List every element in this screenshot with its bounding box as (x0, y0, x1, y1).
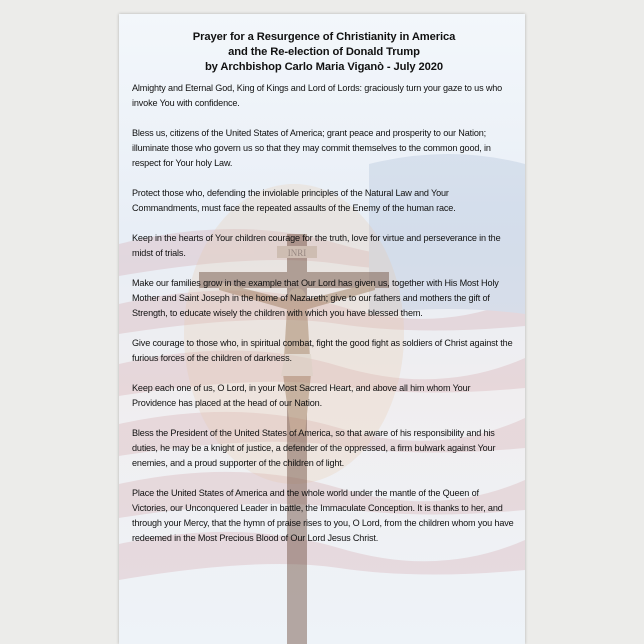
inri-inscription: INRI (287, 248, 307, 258)
title-line: and the Re-election of Donald Trump (228, 46, 420, 58)
prayer-paragraph: Keep each one of us, O Lord, in your Most Sacred Heart, and above all him whom Your Providence has placed at the head of our Nation. (132, 383, 471, 408)
prayer-content (132, 30, 516, 561)
title-line: by Archbishop Carlo Maria Viganò - July 2020 (204, 61, 444, 73)
prayer-paragraph: Make our families grow in the example that Our Lord has given us, together with His Most Holy Mother and Saint Joseph in the home of Nazareth; give to our fathers and mothers the gift of Strength, to educate wisely the children with which you have blessed them. (132, 278, 499, 318)
flyer-sheet (119, 14, 525, 644)
prayer-paragraph: Give courage to those who, in spiritual combat, fight the good fight as soldiers of Christ against the furious forces of the children of darkness. (132, 338, 513, 363)
prayer-paragraph: Almighty and Eternal God, King of Kings and Lord of Lords: graciously turn your gaze to us who invoke You with confidence. (132, 83, 503, 108)
prayer-paragraph: Bless the President of the United States of America, so that aware of his responsibility and his duties, he may be a knight of justice, a defender of the oppressed, a firm bulwark against Your enemies, and a proud supporter of the children of light. (132, 428, 496, 468)
prayer-paragraph: Bless us, citizens of the United States of America; grant peace and prosperity to our Nation; illuminate those who govern us so that they may commit themselves to the common good, in respect for Your holy Law. (132, 128, 491, 168)
prayer-paragraph: Keep in the hearts of Your children courage for the truth, love for virtue and perseverance in the midst of trials. (132, 233, 501, 258)
prayer-paragraph: Place the United States of America and the whole world under the mantle of the Queen of Victories, our Unconquered Leader in battle, the Immaculate Conception. It is thanks to her, and through your Mercy, that the hymn of praise rises to you, O Lord, from the children whom you have redeemed in the Most Precious Blood of Our Lord Jesus Christ. (132, 488, 514, 543)
prayer-paragraph: Protect those who, defending the inviolable principles of the Natural Law and Your Commandments, must face the repeated assaults of the Enemy of the human race. (132, 188, 456, 213)
prayer-title (132, 30, 516, 75)
title-line: Prayer for a Resurgence of Christianity in America (192, 31, 456, 43)
